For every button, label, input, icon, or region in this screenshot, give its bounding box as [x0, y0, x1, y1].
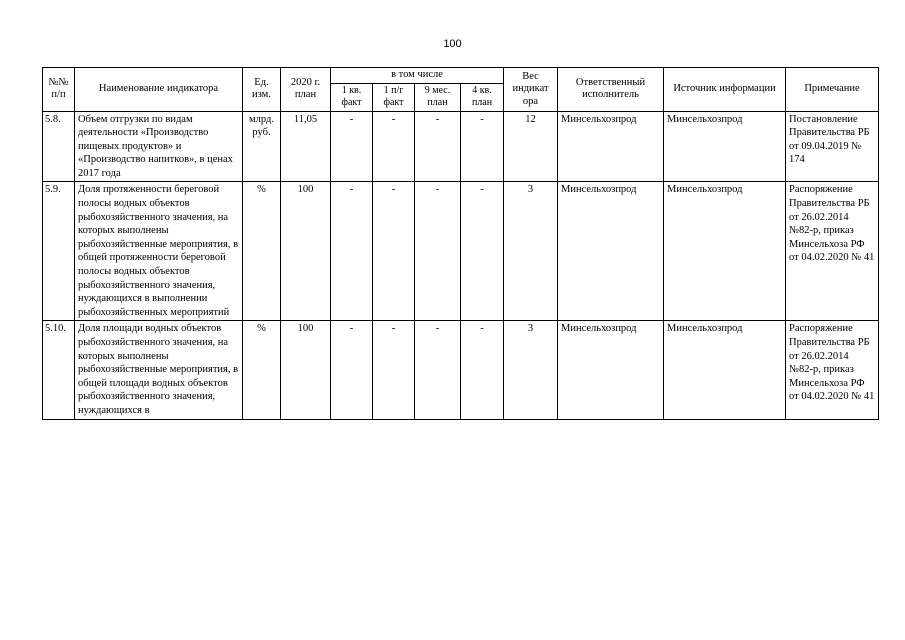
header-weight: Вес индикат ора	[504, 68, 558, 112]
header-9m-plan: 9 мес. план	[415, 83, 461, 111]
header-num: №№ п/п	[43, 68, 75, 112]
row-unit: %	[243, 321, 281, 419]
row-responsible: Минсельхозпрод	[558, 111, 664, 182]
table-row	[43, 111, 879, 182]
header-source: Источник информации	[664, 68, 786, 112]
header-including: в том числе	[331, 68, 504, 84]
header-h1-fact: 1 п/г факт	[373, 83, 415, 111]
row-q4: -	[461, 111, 504, 182]
row-source: Минсельхозпрод	[664, 182, 786, 321]
row-note: Распоряжение Правительства РБ от 26.02.2014 №82-р, приказ Минсельхоза РФ от 04.02.2020 № 41	[786, 182, 879, 321]
row-unit: %	[243, 182, 281, 321]
row-indicator-name: Объем отгрузки по видам деятельности «Производство пищевых продуктов» и «Производство напитков», в ценах 2017 года	[75, 111, 243, 182]
row-weight: 3	[504, 321, 558, 419]
row-responsible: Минсельхозпрод	[558, 182, 664, 321]
row-m9: -	[415, 111, 461, 182]
header-plan-2020: 2020 г. план	[281, 68, 331, 112]
row-indicator-name: Доля площади водных объектов рыбохозяйственного значения, на которых выполнены рыбохозяйственные мероприятия, в общей площади водных объектов рыбохозяйственного значения, нуждающихся в	[75, 321, 243, 419]
row-q1: -	[331, 182, 373, 321]
row-note: Постановление Правительства РБ от 09.04.2019 № 174	[786, 111, 879, 182]
row-q1: -	[331, 111, 373, 182]
row-num: 5.9.	[43, 182, 75, 321]
table-row	[43, 182, 879, 321]
row-indicator-name: Доля протяженности береговой полосы водных объектов рыбохозяйственного значения, на которых выполнены рыбохозяйственные мероприятия, в общей протяженности береговой полосы водных объектов рыбохозяйственного значения, нуждающихся в выполнении рыбохозяйственных мероприятий	[75, 182, 243, 321]
row-h1: -	[373, 182, 415, 321]
header-q4-plan: 4 кв. план	[461, 83, 504, 111]
row-q1: -	[331, 321, 373, 419]
header-unit: Ед. изм.	[243, 68, 281, 112]
row-note: Распоряжение Правительства РБ от 26.02.2014 №82-р, приказ Минсельхоза РФ от 04.02.2020 № 41	[786, 321, 879, 419]
header-responsible: Ответственный исполнитель	[558, 68, 664, 112]
row-m9: -	[415, 321, 461, 419]
header-note: Примечание	[786, 68, 879, 112]
row-weight: 12	[504, 111, 558, 182]
row-num: 5.10.	[43, 321, 75, 419]
header-row	[43, 68, 879, 84]
row-m9: -	[415, 182, 461, 321]
row-source: Минсельхозпрод	[664, 111, 786, 182]
row-num: 5.8.	[43, 111, 75, 182]
row-q4: -	[461, 321, 504, 419]
row-plan: 100	[281, 321, 331, 419]
row-plan: 100	[281, 182, 331, 321]
row-plan: 11,05	[281, 111, 331, 182]
header-name: Наименование индикатора	[75, 68, 243, 112]
row-weight: 3	[504, 182, 558, 321]
row-responsible: Минсельхозпрод	[558, 321, 664, 419]
page-number: 100	[443, 38, 462, 50]
row-source: Минсельхозпрод	[664, 321, 786, 419]
header-q1-fact: 1 кв. факт	[331, 83, 373, 111]
row-unit: млрд. руб.	[243, 111, 281, 182]
row-q4: -	[461, 182, 504, 321]
indicators-table	[42, 67, 879, 420]
row-h1: -	[373, 111, 415, 182]
table-row	[43, 321, 879, 419]
row-h1: -	[373, 321, 415, 419]
